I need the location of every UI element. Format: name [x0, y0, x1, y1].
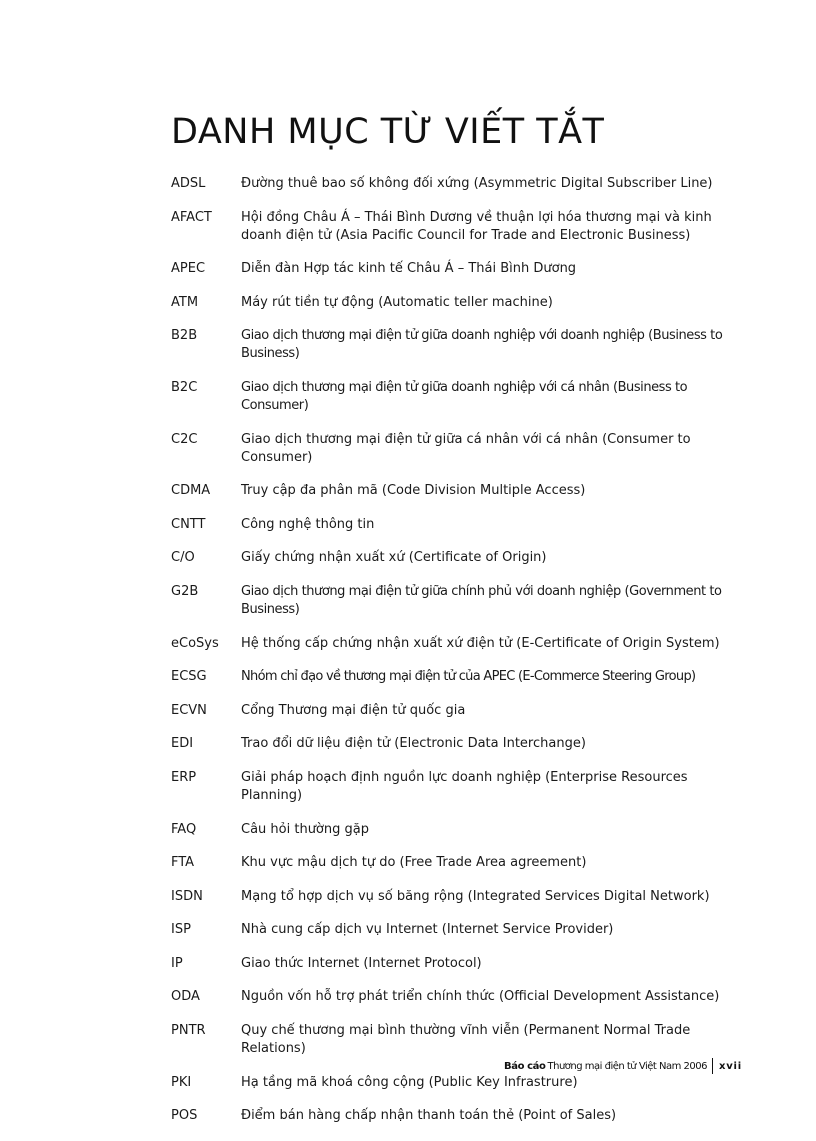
- abbreviation: ODA: [171, 989, 200, 1005]
- abbreviation-row: [171, 668, 771, 686]
- page-footer: [504, 1058, 742, 1074]
- abbreviation-description: Hội đồng Châu Á – Thái Bình Dương về thuận lợi hóa thương mại và kinh doanh điện tử (Asia Pacific Council for Trade and Electronic Business): [241, 209, 712, 243]
- abbreviation-description: Nguồn vốn hỗ trợ phát triển chính thức (Official Development Assistance): [241, 989, 720, 1005]
- abbreviation-row: [171, 821, 771, 839]
- abbreviation-description: Đường thuê bao số không đối xứng (Asymmetric Digital Subscriber Line): [241, 176, 713, 191]
- abbreviation: EDI: [171, 736, 194, 752]
- abbreviation: ISDN: [171, 888, 203, 904]
- abbreviation: ERP: [171, 769, 197, 785]
- abbreviation: FTA: [171, 855, 195, 871]
- abbreviation-row: [171, 379, 771, 415]
- abbreviation: POS: [171, 1108, 198, 1124]
- abbreviation-row: [171, 854, 771, 872]
- abbreviation-description: Khu vực mậu dịch tự do (Free Trade Area agreement): [241, 855, 587, 871]
- abbreviation-description: Công nghệ thông tin: [241, 516, 375, 532]
- abbreviation-description: Hệ thống cấp chứng nhận xuất xứ điện tử (E-Certificate of Origin System): [241, 635, 720, 651]
- abbreviation: G2B: [171, 583, 199, 599]
- abbreviation-description: Cổng Thương mại điện tử quốc gia: [241, 702, 466, 718]
- abbreviation: APEC: [171, 261, 206, 277]
- abbreviation-row: [171, 702, 771, 720]
- abbreviation: ECSG: [171, 669, 207, 685]
- abbreviation-row: [171, 516, 771, 534]
- abbreviation-description: Điểm bán hàng chấp nhận thanh toán thẻ (Point of Sales): [241, 1108, 617, 1124]
- abbreviation-description: Giao dịch thương mại điện tử giữa doanh nghiệp với cá nhân (Business to Consumer): [241, 379, 688, 413]
- footer-divider: [712, 1058, 713, 1074]
- abbreviation: CDMA: [171, 483, 211, 499]
- abbreviation: ADSL: [171, 176, 206, 191]
- abbreviation-description: Nhóm chỉ đạo về thương mại điện tử của APEC (E-Commerce Steering Group): [241, 669, 696, 685]
- abbreviation-description: Giấy chứng nhận xuất xứ (Certificate of Origin): [241, 550, 547, 566]
- abbreviation-description: Mạng tổ hợp dịch vụ số băng rộng (Integrated Services Digital Network): [241, 888, 710, 904]
- abbreviation: PKI: [171, 1074, 192, 1090]
- abbreviation: C2C: [171, 431, 198, 447]
- abbreviation: B2B: [171, 328, 198, 344]
- abbreviation-description: Giao dịch thương mại điện tử giữa doanh nghiệp với doanh nghiệp (Business to Business): [241, 328, 723, 362]
- abbreviation-description: Giao dịch thương mại điện tử giữa cá nhân với cá nhân (Consumer to Consumer): [241, 431, 691, 465]
- abbreviation-row: [171, 1074, 771, 1092]
- abbreviation: ISP: [171, 922, 191, 938]
- abbreviation-row: [171, 583, 771, 619]
- footer-report-label: Báo cáo: [504, 1060, 546, 1072]
- abbreviation: CNTT: [171, 516, 206, 532]
- abbreviation: eCoSys: [171, 635, 219, 651]
- abbreviation-row: [171, 955, 771, 973]
- abbreviation-row: [171, 327, 771, 363]
- abbreviation-list: [171, 175, 771, 1141]
- abbreviation-description: Hạ tầng mã khoá công cộng (Public Key Infrastrure): [241, 1074, 578, 1090]
- abbreviation: AFACT: [171, 209, 212, 225]
- abbreviation: C/O: [171, 550, 195, 566]
- abbreviation-row: [171, 769, 771, 805]
- abbreviation-description: Truy cập đa phân mã (Code Division Multiple Access): [241, 483, 586, 499]
- abbreviation-row: [171, 294, 771, 312]
- abbreviation-description: Trao đổi dữ liệu điện tử (Electronic Data Interchange): [241, 736, 586, 752]
- abbreviation-description: Giao thức Internet (Internet Protocol): [241, 955, 482, 971]
- abbreviation-description: Quy chế thương mại bình thường vĩnh viễn (Permanent Normal Trade Relations): [241, 1023, 691, 1057]
- abbreviation-row: [171, 482, 771, 500]
- abbreviation-row: [171, 175, 771, 193]
- abbreviation-row: [171, 209, 771, 245]
- abbreviation-description: Máy rút tiền tự động (Automatic teller machine): [241, 294, 553, 310]
- abbreviation-description: Nhà cung cấp dịch vụ Internet (Internet Service Provider): [241, 922, 614, 938]
- abbreviation-description: Diễn đàn Hợp tác kinh tế Châu Á – Thái Bình Dương: [241, 261, 577, 277]
- abbreviation: FAQ: [171, 821, 197, 837]
- abbreviation-description: Giải pháp hoạch định nguồn lực doanh nghiệp (Enterprise Resources Planning): [241, 769, 688, 803]
- abbreviation-row: [171, 635, 771, 653]
- abbreviation-row: [171, 988, 771, 1006]
- abbreviation-row: [171, 431, 771, 467]
- abbreviation-description: Câu hỏi thường gặp: [241, 821, 369, 837]
- abbreviation: ECVN: [171, 702, 207, 718]
- abbreviation: IP: [171, 955, 183, 971]
- abbreviation: B2C: [171, 379, 198, 395]
- abbreviation: ATM: [171, 294, 199, 310]
- abbreviation-row: [171, 1022, 771, 1058]
- abbreviation-row: [171, 549, 771, 567]
- abbreviation-row: [171, 260, 771, 278]
- abbreviation-row: [171, 735, 771, 753]
- abbreviation: PNTR: [171, 1023, 206, 1039]
- abbreviation-row: [171, 888, 771, 906]
- page-title: DANH MỤC TỪ VIẾT TẮT: [171, 112, 605, 152]
- page-number: xvii: [718, 1060, 742, 1072]
- abbreviation-row: [171, 921, 771, 939]
- abbreviation-description: Giao dịch thương mại điện tử giữa chính phủ với doanh nghiệp (Government to Business): [241, 583, 722, 617]
- footer-report-title: Thương mại điện tử Việt Nam 2006: [547, 1060, 707, 1072]
